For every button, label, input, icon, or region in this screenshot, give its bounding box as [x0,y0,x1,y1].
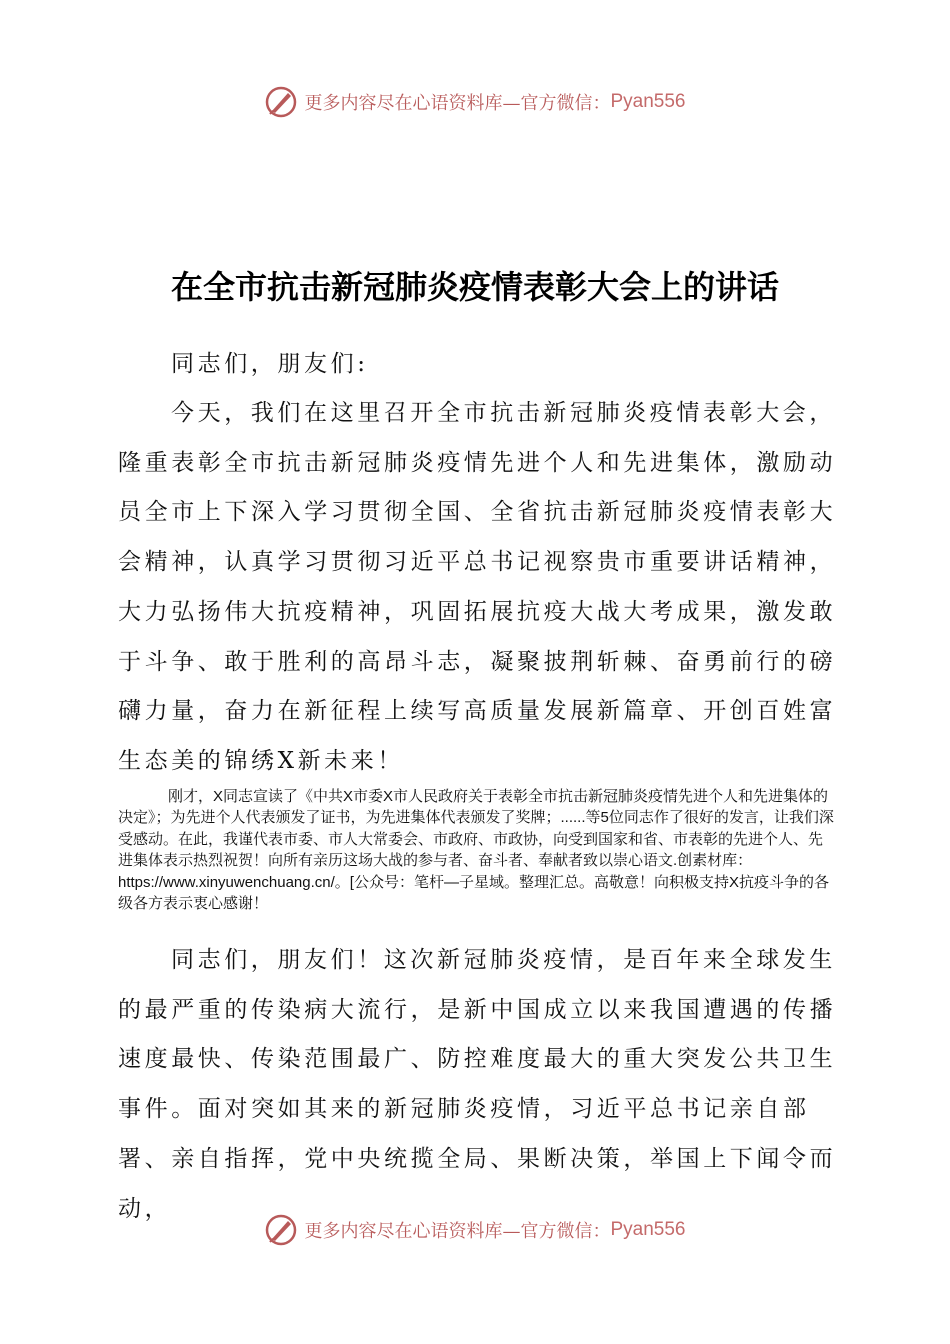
header-watermark-banner [0,82,950,122]
quill-pen-logo-icon [264,1213,298,1247]
paragraph-1: 今天，我们在这里召开全市抗击新冠肺炎疫情表彰大会，隆重表彰全市抗击新冠肺炎疫情先进个人和先进集体，激励动员全市上下深入学习贯彻全国、全省抗击新冠肺炎疫情表彰大会精神，认真学习贯彻习近平总书记视察贵市重要讲话精神，大力弘扬伟大抗疫精神，巩固拓展抗疫大战大考成果，激发敢于斗争、敢于胜利的高昂斗志，凝聚披荆斩棘、奋勇前行的磅礴力量，奋力在新征程上续写高质量发展新篇章、开创百姓富生态美的锦绣X新未来！ [118,400,837,774]
banner-wechat-id: Pyan556 [610,1219,686,1240]
footer-watermark-banner [0,1210,950,1250]
banner-text: 更多内容尽在心语资料库—官方微信： [304,1221,611,1242]
paragraph-2: 刚才，X同志宣读了《中共X市委X市人民政府关于表彰全市抗击新冠肺炎疫情先进个人和先进集体的决定》；为先进个人代表颁发了证书，为先进集体代表颁发了奖牌；......等5位同志作了很好的发言，让我们深受感动。在此，我谨代表市委、市人大常委会、市政府、市政协，向受到国家和省、市表彰的先进个人、先进集体表示热烈祝贺！向所有亲历这场大战的参与者、奋斗者、奉献者致以崇心语文.创素材库：https://www.xinyuwenchuang.cn/。[公众号：笔杆—子星域。整理汇总。高敬意！向积极支持X抗疫斗争的各级各方表示衷心感谢！ [118,788,834,913]
salutation: 同志们，朋友们: [171,351,369,377]
paragraph-3: 同志们，朋友们！这次新冠肺炎疫情，是百年来全球发生的最严重的传染病大流行，是新中国成立以来我国遭遇的传播速度最快、传染范围最广、防控难度最大的重大突发公共卫生事件。面对突如其来的新冠肺炎疫情，习近平总书记亲自部署、亲自指挥，党中央统揽全局、果断决策，举国上下闻令而动， [118,947,837,1222]
banner-text: 更多内容尽在心语资料库—官方微信： [304,93,611,114]
banner-wechat-id: Pyan556 [610,91,686,112]
quill-pen-logo-icon [264,85,298,119]
document-title: 在全市抗击新冠肺炎疫情表彰大会上的讲话 [170,268,779,306]
